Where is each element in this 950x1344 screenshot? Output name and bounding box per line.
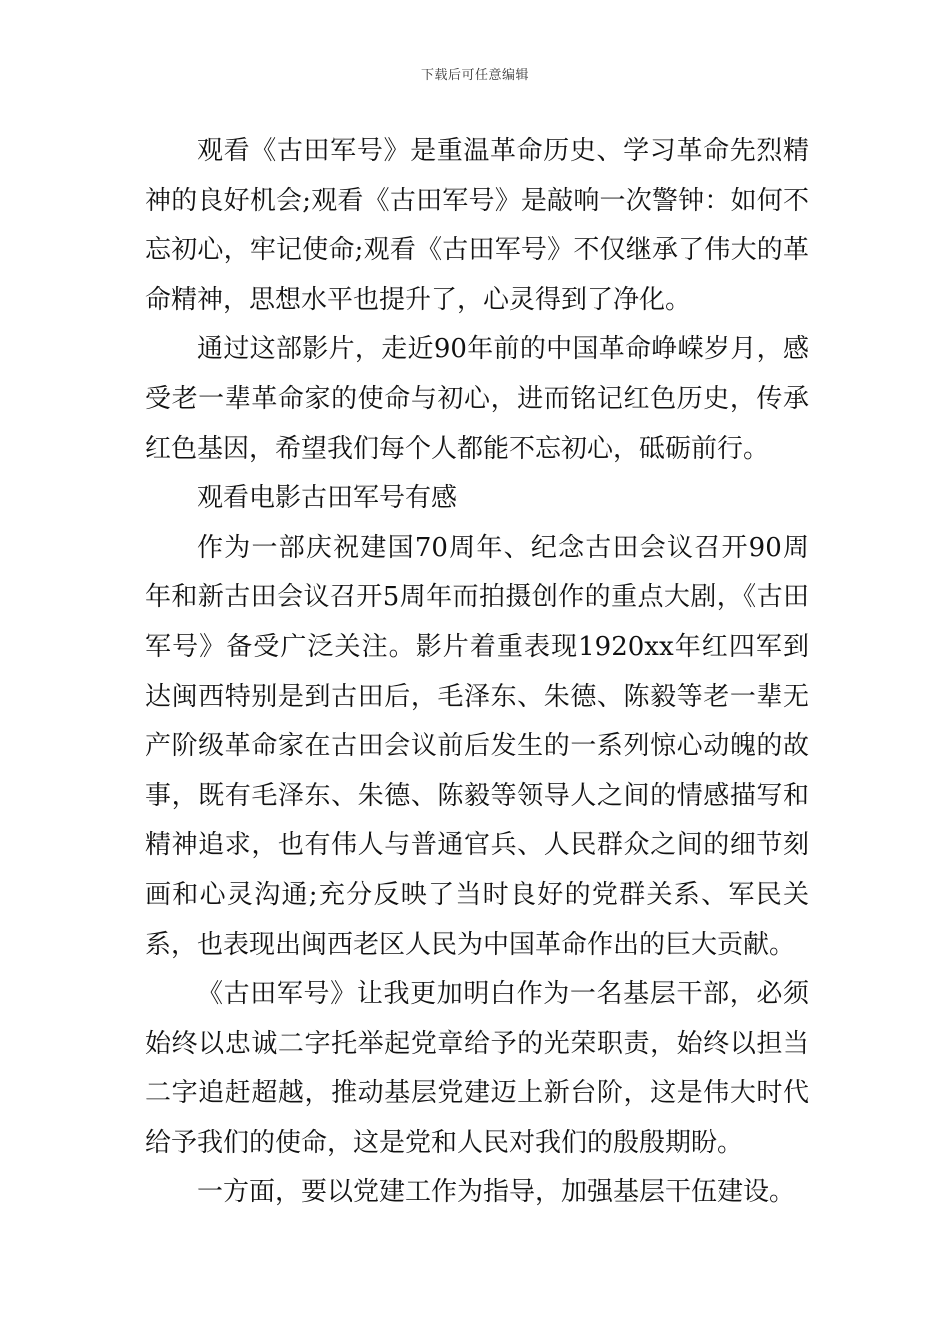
paragraph: 《古田军号》让我更加明白作为一名基层干部，必须始终以忠诚二字托举起党章给予的光荣职责，始终以担当二字追赶超越，推动基层党建迈上新台阶，这是伟大时代给予我们的使命，这是党和人民对我们的殷殷期盼。 bbox=[145, 979, 809, 1158]
paragraph: 通过这部影片，走近90年前的中国革命峥嵘岁月，感受老一辈革命家的使命与初心，进而铭记红色历史，传承红色基因，希望我们每个人都能不忘初心，砥砺前行。 bbox=[145, 334, 809, 464]
paragraph: 一方面，要以党建工作为指导，加强基层干伍建设。 bbox=[197, 1177, 796, 1208]
page-header: 下载后可任意编辑 bbox=[420, 68, 529, 83]
section-title: 观看电影古田军号有感 bbox=[197, 483, 458, 514]
paragraph: 观看《古田军号》是重温革命历史、学习革命先烈精神的良好机会;观看《古田军号》是敲响一次警钟：如何不忘初心，牢记使命;观看《古田军号》不仅继承了伟大的革命精神，思想水平也提升了，心灵得到了净化。 bbox=[145, 136, 809, 315]
paragraph: 作为一部庆祝建国70周年、纪念古田会议召开90周年和新古田会议召开5周年而拍摄创作的重点大剧，《古田军号》备受广泛关注。影片着重表现1920xx年红四军到达闽西特别是到古田后，毛泽东、朱德、陈毅等老一辈无产阶级革命家在古田会议前后发生的一系列惊心动魄的故事，既有毛泽东、朱德、陈毅等领导人之间的情感描写和精神追求，也有伟人与普通官兵、人民群众之间的细节刻画和心灵沟通;充分反映了当时良好的党群关系、军民关系，也表现出闽西老区人民为中国革命作出的巨大贡献。 bbox=[145, 532, 809, 960]
document-body bbox=[145, 127, 809, 1218]
